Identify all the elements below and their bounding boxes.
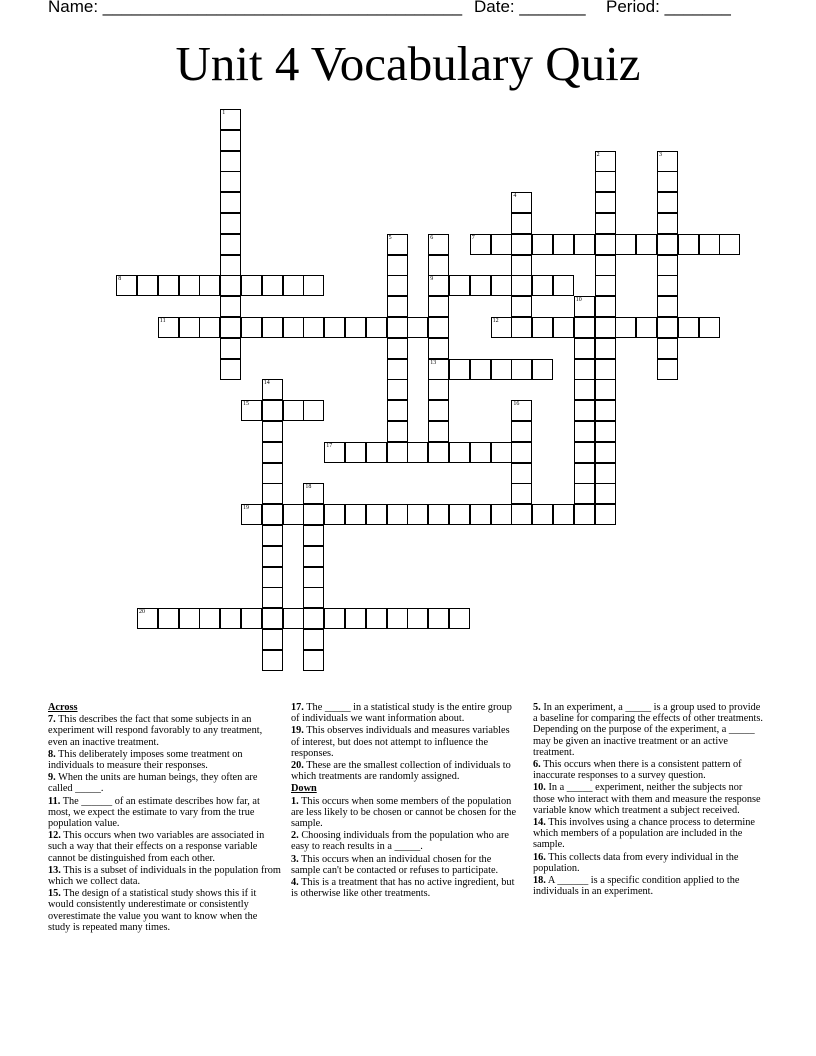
clue-down-6 (533, 759, 765, 781)
crossword-cell[interactable] (387, 234, 408, 255)
crossword-cell[interactable] (262, 421, 283, 442)
crossword-cell[interactable] (428, 317, 449, 338)
crossword-cell[interactable] (199, 608, 220, 629)
crossword-cell[interactable] (574, 442, 595, 463)
crossword-cell[interactable] (657, 213, 678, 234)
crossword-cell[interactable] (657, 171, 678, 192)
crossword-cell[interactable] (283, 504, 304, 525)
crossword-cell[interactable] (428, 234, 449, 255)
crossword-cell[interactable] (553, 275, 574, 296)
crossword-cell[interactable] (303, 275, 324, 296)
cell-number: 20 (139, 609, 145, 616)
clue-number: 17. (291, 702, 304, 713)
crossword-cell[interactable] (387, 296, 408, 317)
clue-across-13 (48, 865, 282, 887)
crossword-cell[interactable] (387, 317, 408, 338)
clue-text: When the units are human beings, they often are called _____. (48, 772, 258, 795)
cell-number: 1 (222, 110, 226, 116)
crossword-cell[interactable] (220, 296, 241, 317)
crossword-cell[interactable] (262, 567, 283, 588)
cell-number: 9 (430, 276, 434, 283)
clue-down-3 (291, 854, 517, 876)
crossword-cell[interactable] (387, 421, 408, 442)
cell-number: 18 (305, 484, 312, 491)
crossword-cell[interactable] (179, 317, 200, 338)
crossword-cell[interactable] (241, 608, 262, 629)
crossword-cell[interactable] (262, 525, 283, 546)
crossword-cell[interactable] (636, 234, 657, 255)
crossword-cell[interactable] (428, 400, 449, 421)
crossword-cell[interactable] (366, 608, 387, 629)
crossword-cell[interactable] (387, 359, 408, 380)
crossword-cell[interactable] (511, 213, 532, 234)
crossword-cell[interactable] (428, 255, 449, 276)
crossword-cell[interactable] (407, 608, 428, 629)
crossword-cell[interactable] (262, 504, 283, 525)
crossword-cell[interactable] (303, 525, 324, 546)
clue-across-12 (48, 830, 282, 864)
crossword-cell[interactable] (137, 608, 158, 629)
crossword-cell[interactable] (511, 192, 532, 213)
clue-down-18 (533, 875, 765, 897)
crossword-cell[interactable] (470, 359, 491, 380)
crossword-cell[interactable] (574, 234, 595, 255)
clue-number: 20. (291, 760, 304, 772)
crossword-cell[interactable] (303, 587, 324, 608)
crossword-cell[interactable] (491, 442, 512, 463)
crossword-cell[interactable] (220, 275, 241, 296)
crossword-cell[interactable] (387, 504, 408, 525)
cell-number: 7 (471, 234, 475, 241)
crossword-cell[interactable] (179, 608, 200, 629)
clue-text: Choosing individuals from the population who are easy to reach results in a _____. (291, 830, 509, 853)
crossword-cell[interactable] (324, 504, 345, 525)
clue-down-4 (291, 877, 517, 899)
crossword-cell[interactable] (428, 379, 449, 400)
clue-text: This describes the fact that some subjects in an experiment will respond favorably to any treatment, even an inactive treatment. (48, 714, 263, 748)
crossword-cell[interactable] (595, 296, 616, 317)
crossword-cell[interactable] (262, 442, 283, 463)
crossword-cell[interactable] (595, 463, 616, 484)
clue-number: 3. (291, 853, 299, 865)
crossword-cell[interactable] (303, 650, 324, 671)
crossword-cell[interactable] (574, 379, 595, 400)
clue-down-5 (533, 702, 765, 758)
crossword-cell[interactable] (220, 213, 241, 234)
cell-number: 4 (513, 193, 517, 200)
crossword-cell[interactable] (657, 151, 678, 172)
crossword-cell[interactable] (428, 359, 449, 380)
crossword-cell[interactable] (595, 421, 616, 442)
crossword-cell[interactable] (220, 192, 241, 213)
clue-text: This deliberately imposes some treatment on individuals to measure their responses. (48, 748, 243, 772)
crossword-cell[interactable] (595, 317, 616, 338)
crossword-cell[interactable] (262, 400, 283, 421)
crossword-cell[interactable] (595, 255, 616, 276)
crossword-cell[interactable] (574, 504, 595, 525)
clues-column-3 (533, 702, 765, 898)
crossword-cell[interactable] (511, 255, 532, 276)
crossword-cell[interactable] (303, 567, 324, 588)
crossword-cell[interactable] (116, 275, 137, 296)
clue-number: 2. (291, 830, 299, 842)
crossword-cell[interactable] (532, 504, 553, 525)
crossword-cell[interactable] (595, 379, 616, 400)
clue-text: A ______ is a specific condition applied to the individuals in an experiment. (533, 875, 740, 898)
clue-number: 18. (533, 875, 546, 887)
clue-number: 10. (533, 782, 546, 794)
crossword-cell[interactable] (449, 442, 470, 463)
cell-number: 10 (575, 297, 582, 304)
clue-number: 19. (291, 725, 304, 737)
crossword-cell[interactable] (241, 275, 262, 296)
crossword-cell[interactable] (262, 317, 283, 338)
cell-number: 8 (118, 276, 122, 283)
crossword-cell[interactable] (387, 255, 408, 276)
crossword-cell[interactable] (220, 151, 241, 172)
clue-text: This occurs when there is a consistent pattern of inaccurate responses to a survey question. (533, 759, 742, 782)
crossword-cell[interactable] (220, 608, 241, 629)
crossword-cell[interactable] (574, 421, 595, 442)
crossword-cell[interactable] (407, 504, 428, 525)
crossword-cell[interactable] (678, 234, 699, 255)
crossword-cell[interactable] (158, 317, 179, 338)
crossword-cell[interactable] (595, 442, 616, 463)
crossword-cell[interactable] (595, 400, 616, 421)
crossword-cell[interactable] (636, 317, 657, 338)
crossword-cell[interactable] (366, 442, 387, 463)
crossword-cell[interactable] (657, 296, 678, 317)
crossword-cell[interactable] (283, 400, 304, 421)
clue-text: The design of a statistical study shows this if it would consistently underestimate or consistently overestimate the value you want to know when the study is repeated many times. (48, 888, 258, 933)
crossword-cell[interactable] (345, 317, 366, 338)
crossword-cell[interactable] (574, 338, 595, 359)
crossword-cell[interactable] (179, 275, 200, 296)
crossword-cell[interactable] (511, 359, 532, 380)
period-field[interactable]: Period: _______ (606, 0, 731, 16)
crossword-cell[interactable] (220, 130, 241, 151)
crossword-cell[interactable] (283, 275, 304, 296)
crossword-cell[interactable] (532, 275, 553, 296)
crossword-cell[interactable] (241, 400, 262, 421)
crossword-cell[interactable] (491, 504, 512, 525)
cell-number: 5 (388, 234, 392, 241)
crossword-cell[interactable] (262, 483, 283, 504)
clue-number: 4. (291, 877, 299, 889)
crossword-cell[interactable] (345, 442, 366, 463)
clue-number: 16. (533, 851, 546, 863)
crossword-cell[interactable] (262, 608, 283, 629)
crossword-cell[interactable] (324, 317, 345, 338)
crossword-cell[interactable] (574, 483, 595, 504)
crossword-cell[interactable] (241, 317, 262, 338)
clue-across-15 (48, 888, 282, 933)
crossword-cell[interactable] (366, 504, 387, 525)
clue-down-14 (533, 817, 765, 851)
crossword-cell[interactable] (262, 379, 283, 400)
crossword-cell[interactable] (303, 504, 324, 525)
crossword-cell[interactable] (345, 608, 366, 629)
cell-number: 16 (513, 401, 520, 408)
clue-across-7 (48, 714, 282, 748)
cell-number: 3 (659, 151, 662, 158)
crossword-cell[interactable] (511, 275, 532, 296)
crossword-cell[interactable] (699, 234, 720, 255)
clue-across-8 (48, 749, 282, 771)
clue-text: These are the smallest collection of individuals to which treatments are randomly assigned. (291, 760, 511, 783)
crossword-cell[interactable] (532, 317, 553, 338)
crossword-cell[interactable] (511, 442, 532, 463)
crossword-cell[interactable] (428, 296, 449, 317)
clue-number: 1. (291, 795, 299, 807)
crossword-cell[interactable] (657, 338, 678, 359)
crossword-cell[interactable] (199, 317, 220, 338)
crossword-cell[interactable] (262, 463, 283, 484)
crossword-cell[interactable] (657, 255, 678, 276)
crossword-cell[interactable] (511, 421, 532, 442)
crossword-cell[interactable] (262, 650, 283, 671)
crossword-cell[interactable] (574, 317, 595, 338)
crossword-cell[interactable] (220, 317, 241, 338)
clue-text: This observes individuals and measures variables of interest, but does not attempt to influence the responses. (291, 725, 510, 759)
clues-column-2 (291, 702, 517, 900)
clue-text: This is a subset of individuals in the population from which we collect data. (48, 864, 281, 888)
crossword-cell[interactable] (595, 171, 616, 192)
crossword-cell[interactable] (491, 275, 512, 296)
clue-text: This occurs when an individual chosen for the sample can't be contacted or refuses to participate. (291, 853, 499, 876)
crossword-cell[interactable] (595, 359, 616, 380)
crossword-cell[interactable] (532, 234, 553, 255)
crossword-cell[interactable] (657, 234, 678, 255)
crossword-cell[interactable] (220, 359, 241, 380)
clue-number: 15. (48, 888, 61, 900)
crossword-cell[interactable] (303, 317, 324, 338)
clue-number: 8. (48, 748, 56, 760)
name-field[interactable]: Name: ______________________________________ (48, 0, 463, 16)
crossword-cell[interactable] (241, 504, 262, 525)
clue-number: 14. (533, 817, 546, 829)
clue-down-1 (291, 796, 517, 830)
crossword-cell[interactable] (657, 192, 678, 213)
cell-number: 13 (430, 359, 437, 366)
clue-number: 13. (48, 864, 61, 876)
crossword-cell[interactable] (553, 234, 574, 255)
crossword-cell[interactable] (574, 463, 595, 484)
crossword-cell[interactable] (511, 234, 532, 255)
clue-text: In an experiment, a _____ is a group used to provide a baseline for comparing the effects of other treatments. Depending on the purpose of the experiment, a _____ may be given an inactive treatment or an active treatment. (533, 702, 763, 758)
date-field[interactable]: Date: _______ (474, 0, 586, 16)
crossword-cell[interactable] (199, 275, 220, 296)
cell-number: 6 (430, 234, 434, 241)
crossword-cell[interactable] (428, 442, 449, 463)
crossword-cell[interactable] (303, 629, 324, 650)
clue-down-16 (533, 852, 765, 874)
crossword-cell[interactable] (303, 608, 324, 629)
crossword-cell[interactable] (449, 275, 470, 296)
crossword-cell[interactable] (595, 275, 616, 296)
crossword-cell[interactable] (220, 338, 241, 359)
crossword-cell[interactable] (511, 317, 532, 338)
crossword-cell[interactable] (428, 338, 449, 359)
crossword-cell[interactable] (532, 359, 553, 380)
crossword-cell[interactable] (387, 442, 408, 463)
crossword-cell[interactable] (574, 296, 595, 317)
crossword-cell[interactable] (220, 109, 241, 130)
cell-number: 11 (159, 318, 166, 324)
crossword-cell[interactable] (428, 275, 449, 296)
crossword-cell[interactable] (595, 213, 616, 234)
crossword-cell[interactable] (407, 442, 428, 463)
header (48, 0, 768, 21)
crossword-cell[interactable] (595, 192, 616, 213)
crossword-cell[interactable] (449, 608, 470, 629)
clue-number: 7. (48, 714, 56, 726)
across-heading: Across (48, 702, 78, 713)
crossword-cell[interactable] (657, 275, 678, 296)
clue-number: 9. (48, 772, 56, 784)
crossword-cell[interactable] (470, 275, 491, 296)
crossword-cell[interactable] (137, 275, 158, 296)
crossword-cell[interactable] (345, 504, 366, 525)
down-heading: Down (291, 783, 317, 795)
crossword-cell[interactable] (262, 629, 283, 650)
clue-text: This occurs when two variables are associated in such a way that their effects on a response variable cannot be distinguished from each other. (48, 830, 265, 864)
crossword-cell[interactable] (657, 317, 678, 338)
clue-number: 11. (48, 795, 61, 807)
crossword-cell[interactable] (699, 317, 720, 338)
crossword-cell[interactable] (324, 608, 345, 629)
crossword-cell[interactable] (511, 400, 532, 421)
cell-number: 2 (596, 151, 600, 158)
clue-text: In a _____ experiment, neither the subjects nor those who interact with them and measure the response variable know which treatment a subject received. (533, 782, 761, 816)
crossword-cell[interactable] (491, 359, 512, 380)
crossword-cell[interactable] (615, 234, 636, 255)
clue-down-2 (291, 830, 517, 852)
clue-text: This is a treatment that has no active ingredient, but is otherwise like other treatments. (291, 877, 515, 900)
crossword-cell[interactable] (283, 608, 304, 629)
page-title: Unit 4 Vocabulary Quiz (175, 36, 641, 91)
cell-number: 12 (492, 318, 499, 324)
crossword-cell[interactable] (553, 317, 574, 338)
crossword-cell[interactable] (387, 275, 408, 296)
clue-text: This collects data from every individual in the population. (533, 851, 739, 874)
crossword-cell[interactable] (470, 234, 491, 255)
crossword-cell[interactable] (387, 608, 408, 629)
crossword-cell[interactable] (595, 504, 616, 525)
crossword-cell[interactable] (574, 359, 595, 380)
clue-text: The ______ of an estimate describes how far, at most, we expect the estimate to vary from the true population value. (48, 795, 260, 830)
cell-number: 15 (243, 401, 249, 408)
crossword-cell[interactable] (595, 483, 616, 504)
crossword-cell[interactable] (387, 338, 408, 359)
clue-number: 12. (48, 830, 61, 842)
crossword-cell[interactable] (511, 296, 532, 317)
crossword-cell[interactable] (615, 317, 636, 338)
clue-across-19 (291, 725, 517, 759)
crossword-cell[interactable] (449, 359, 470, 380)
crossword-cell[interactable] (428, 504, 449, 525)
crossword-cell[interactable] (595, 151, 616, 172)
clue-across-20 (291, 760, 517, 782)
crossword-cell[interactable] (262, 546, 283, 567)
crossword-cell[interactable] (303, 400, 324, 421)
crossword-cell[interactable] (511, 504, 532, 525)
crossword-cell[interactable] (262, 275, 283, 296)
crossword-cell[interactable] (262, 587, 283, 608)
crossword-cell[interactable] (303, 483, 324, 504)
crossword-cell[interactable] (449, 504, 470, 525)
clue-number: 5. (533, 702, 541, 713)
cell-number: 17 (326, 442, 333, 449)
crossword-cell[interactable] (470, 504, 491, 525)
clue-down-10 (533, 782, 765, 816)
crossword-cell[interactable] (158, 608, 179, 629)
crossword-cell[interactable] (220, 234, 241, 255)
crossword-cell[interactable] (220, 255, 241, 276)
clue-text: The _____ in a statistical study is the entire group of individuals we want information about. (291, 702, 512, 725)
crossword-cell[interactable] (553, 504, 574, 525)
cell-number: 14 (263, 380, 270, 387)
crossword-cell[interactable] (511, 483, 532, 504)
cell-number: 19 (243, 505, 249, 512)
crossword-cell[interactable] (158, 275, 179, 296)
crossword-cell[interactable] (428, 608, 449, 629)
clue-number: 6. (533, 759, 541, 771)
crossword-cell[interactable] (407, 317, 428, 338)
crossword-cell[interactable] (491, 317, 512, 338)
crossword-cell[interactable] (387, 379, 408, 400)
crossword-cell[interactable] (324, 442, 345, 463)
crossword-cell[interactable] (511, 463, 532, 484)
clue-across-17 (291, 702, 517, 724)
crossword-cell[interactable] (595, 234, 616, 255)
crossword-cell[interactable] (428, 421, 449, 442)
crossword-cell[interactable] (491, 234, 512, 255)
clue-text: This occurs when some members of the population are less likely to be chosen or cannot be chosen for the sample. (291, 795, 517, 830)
crossword-cell[interactable] (366, 317, 387, 338)
crossword-cell[interactable] (303, 546, 324, 567)
crossword-cell[interactable] (220, 171, 241, 192)
clues-column-1 (48, 702, 282, 934)
crossword-cell[interactable] (574, 400, 595, 421)
clue-across-9 (48, 772, 282, 794)
crossword-cell[interactable] (387, 400, 408, 421)
clue-text: This involves using a chance process to determine which members of a population are included in the sample. (533, 817, 756, 851)
crossword-cell[interactable] (470, 442, 491, 463)
crossword-cell[interactable] (657, 359, 678, 380)
crossword-cell[interactable] (595, 338, 616, 359)
crossword-cell[interactable] (678, 317, 699, 338)
clue-across-11 (48, 796, 282, 830)
crossword-cell[interactable] (719, 234, 740, 255)
crossword-cell[interactable] (283, 317, 304, 338)
